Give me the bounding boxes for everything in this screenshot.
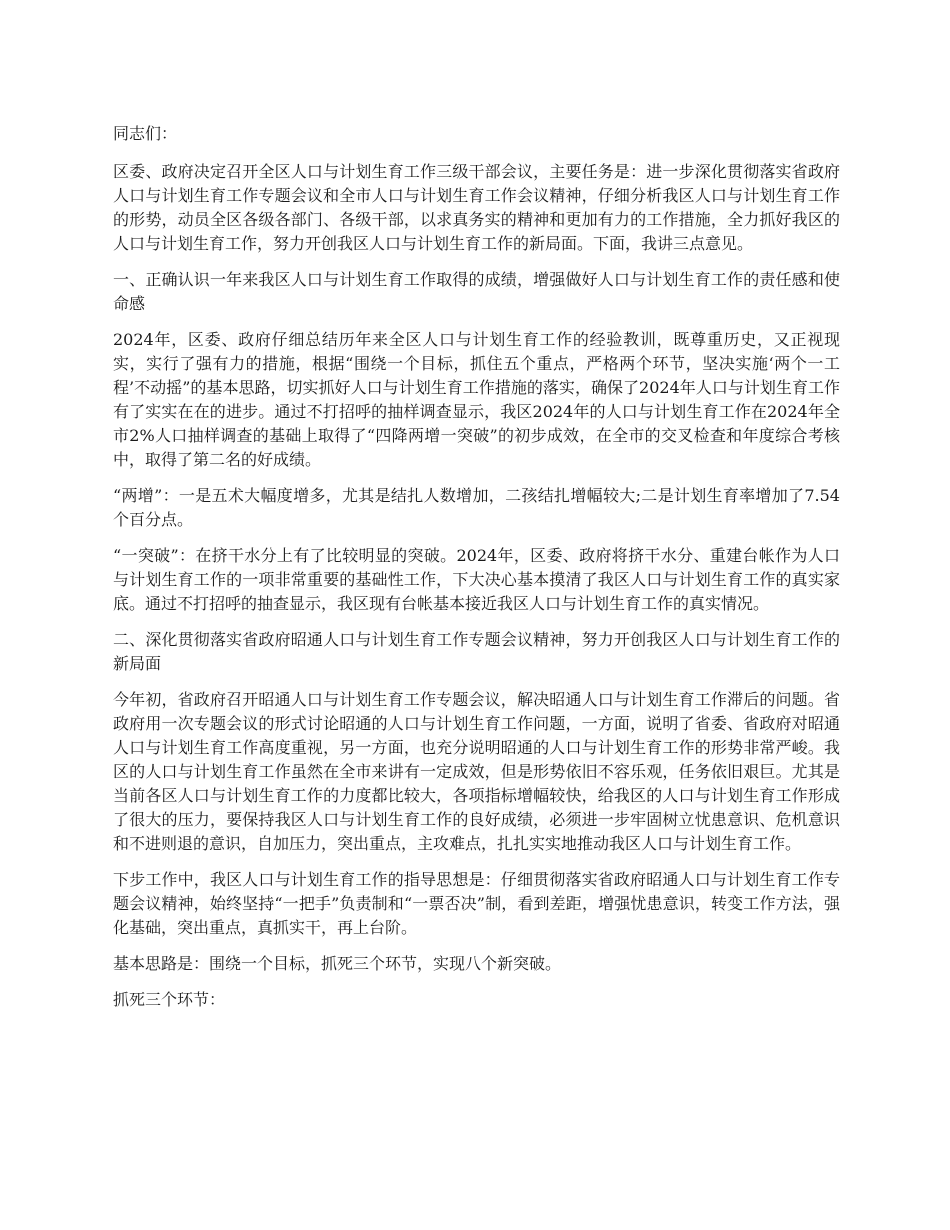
three-links-paragraph: 抓死三个环节： [113,990,226,1009]
section-heading-1: 一、正确认识一年来我区人口与计划生育工作取得的成绩，增强做好人口与计划生育工作的责任感和使命感 [113,270,840,313]
salutation: 同志们： [113,124,178,143]
two-increases-paragraph: “两增”：一是五术大幅度增多，尤其是结扎人数增加，二孩结扎增幅较大;二是计划生育率增加了7.54个百分点。 [113,486,840,529]
guiding-ideology-paragraph: 下步工作中，我区人口与计划生育工作的指导思想是：仔细贯彻落实省政府昭通人口与计划生育工作专题会议精神，始终坚持“一把手”负责制和“一票否决”制，看到差距，增强忧患意识，转变工作方法，强化基础，突出重点，真抓实干，再上台阶。 [113,870,840,937]
intro-paragraph: 区委、政府决定召开全区人口与计划生育工作三级干部会议，主要任务是：进一步深化贯彻落实省政府人口与计划生育工作专题会议和全市人口与计划生育工作会议精神，仔细分析我区人口与计划生育工作的形势，动员全区各级各部门、各级干部，以求真务实的精神和更加有力的工作措施，全力抓好我区的人口与计划生育工作，努力开创我区人口与计划生育工作的新局面。下面，我讲三点意见。 [113,162,840,253]
section-heading-2: 二、深化贯彻落实省政府昭通人口与计划生育工作专题会议精神，努力开创我区人口与计划生育工作的新局面 [113,630,840,673]
one-breakthrough-paragraph: “一突破”：在挤干水分上有了比较明显的突破。2024年，区委、政府将挤干水分、重建台帐作为人口与计划生育工作的一项非常重要的基础性工作，下大决心基本摸清了我区人口与计划生育工作的真实家底。通过不打招呼的抽查显示，我区现有台帐基本接近我区人口与计划生育工作的真实情况。 [113,546,840,613]
provincial-meeting-paragraph: 今年初，省政府召开昭通人口与计划生育工作专题会议，解决昭通人口与计划生育工作滞后的问题。省政府用一次专题会议的形式讨论昭通的人口与计划生育工作问题，一方面，说明了省委、省政府对昭通人口与计划生育工作高度重视，另一方面，也充分说明昭通的人口与计划生育工作的形势非常严峻。我区的人口与计划生育工作虽然在全市来讲有一定成效，但是形势依旧不容乐观，任务依旧艰巨。尤其是当前各区人口与计划生育工作的力度都比较大，各项指标增幅较快，给我区的人口与计划生育工作形成了很大的压力，要保持我区人口与计划生育工作的良好成绩，必须进一步牢固树立忧患意识、危机意识和不进则退的意识，自加压力，突出重点，主攻难点，扎扎实实地推动我区人口与计划生育工作。 [113,690,840,853]
basic-approach-paragraph: 基本思路是：围绕一个目标，抓死三个环节，实现八个新突破。 [113,954,562,973]
achievement-paragraph: 2024年，区委、政府仔细总结历年来全区人口与计划生育工作的经验教训，既尊重历史，又正视现实，实行了强有力的措施，根据“围绕一个目标，抓住五个重点，严格两个环节，坚决实施‘两个一工程’不动摇”的基本思路，切实抓好人口与计划生育工作措施的落实，确保了2024年人口与计划生育工作有了实实在在的进步。通过不打招呼的抽样调查显示，我区2024年的人口与计划生育工作在2024年全市2%人口抽样调查的基础上取得了“四降两增一突破”的初步成效，在全市的交叉检查和年度综合考核中，取得了第二名的好成绩。 [113,330,840,469]
document-body [113,122,840,1024]
